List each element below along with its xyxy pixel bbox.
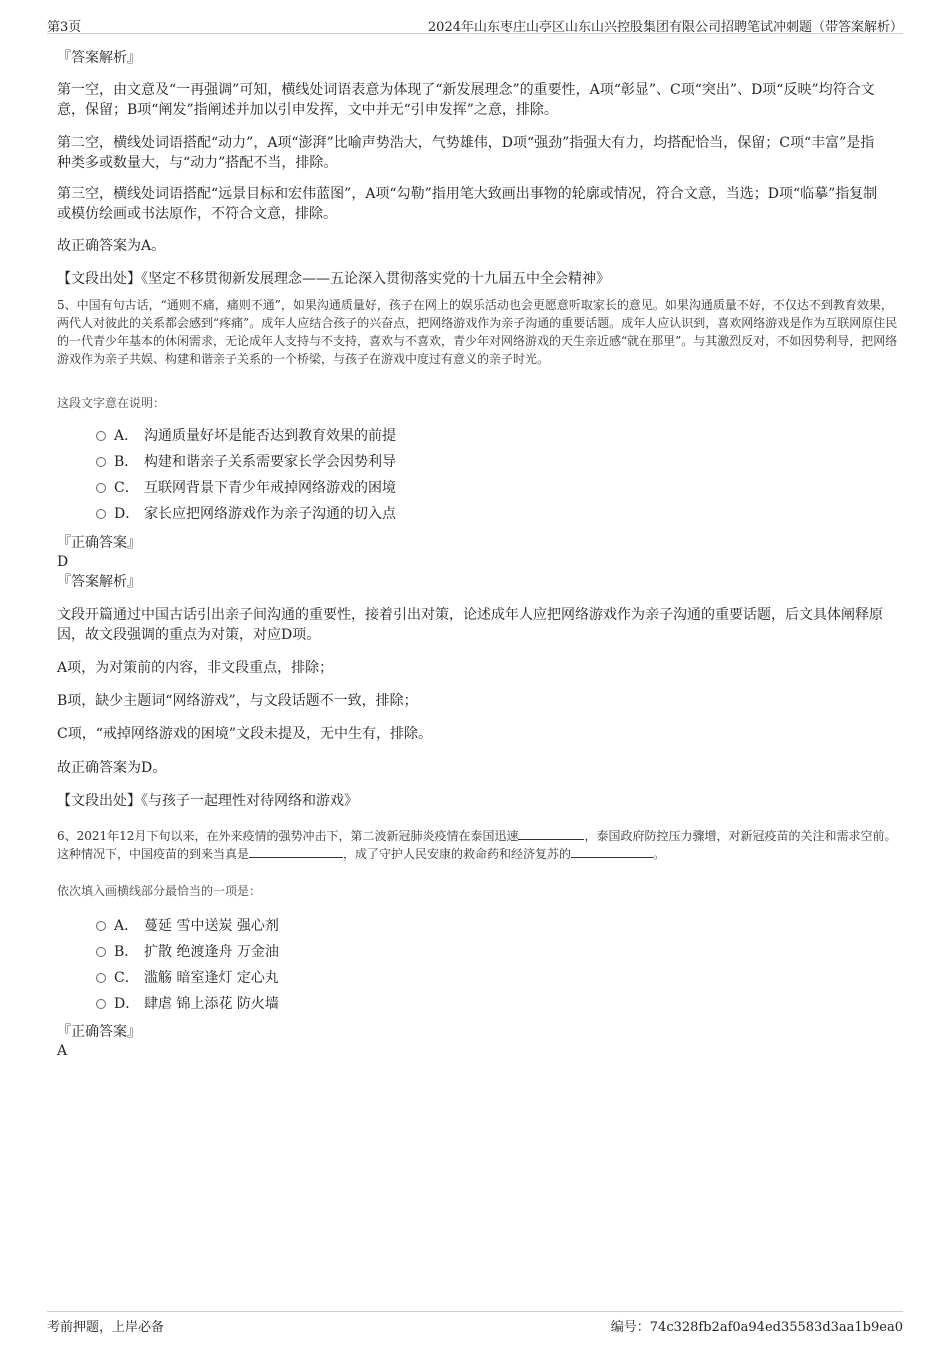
option-text: 滥觞 暗室逢灯 定心丸 <box>144 970 279 986</box>
option-text: 肆虐 锦上添花 防火墙 <box>144 996 279 1012</box>
q5-option-d[interactable] <box>96 505 396 523</box>
q5-answer: D <box>57 554 69 570</box>
q6-option-c[interactable] <box>96 969 279 987</box>
radio-icon[interactable] <box>96 457 106 467</box>
q5-analysis-paragraph: B项，缺少主题词“网络游戏”，与文段话题不一致，排除； <box>57 693 418 709</box>
q5-conclusion: 故正确答案为D。 <box>57 760 167 776</box>
q5-question-stem: 这段文字意在说明： <box>57 396 166 410</box>
radio-icon[interactable] <box>96 999 106 1009</box>
q6-text-part: ，泰国政府防控压力骤增，对新冠疫苗的关注和需求空前。这种情况下，中国疫苗的到来当真是 <box>57 829 897 861</box>
q6-answer-label: 『正确答案』 <box>57 1024 141 1040</box>
q5-analysis-paragraph: 文段开篇通过中国古话引出亲子间沟通的重要性，接着引出对策，论述成年人应把网络游戏作为亲子沟通的重要话题，后文具体阐释原因，故文段强调的重点为对策，对应D项。 <box>57 607 883 643</box>
option-letter: A． <box>114 428 139 444</box>
q5-question-text: 5、中国有句古话，“通则不痛，痛则不通”，如果沟通质量好，孩子在网上的娱乐活动也会更愿意听取家长的意见。如果沟通质量不好，不仅达不到教育效果，两代人对彼此的关系都会感到“疼痛”。成年人应结合孩子的兴奋点，把网络游戏作为亲子沟通的重要话题。成年人应认识到，喜欢网络游戏是作为互联网原住民的一代青少年基本的休闲需求，无论成年人支持与不支持，喜欢与不喜欢，青少年对网络游戏的天生亲近感“就在那里”。与其激烈反对，不如因势利导，把网络游戏作为亲子共娱、构建和谐亲子关系的一个桥梁，与孩子在游戏中度过有意义的亲子时光。 <box>57 298 898 366</box>
radio-icon[interactable] <box>96 509 106 519</box>
q6-option-b[interactable] <box>96 943 279 961</box>
q6-option-a[interactable] <box>96 917 279 935</box>
option-letter: A． <box>114 918 139 934</box>
q5-analysis-label: 『答案解析』 <box>57 574 141 590</box>
option-text: 蔓延 雪中送炭 强心剂 <box>144 918 279 934</box>
q4-analysis-label: 『答案解析』 <box>57 50 141 66</box>
page-header <box>47 14 903 34</box>
fill-blank <box>518 828 584 840</box>
option-letter: B． <box>114 944 139 960</box>
fill-blank <box>249 846 343 858</box>
q5-answer-label: 『正确答案』 <box>57 535 141 551</box>
option-letter: D． <box>114 506 140 522</box>
q4-source: 【文段出处】《坚定不移贯彻新发展理念——五论深入贯彻落实党的十九届五中全会精神》 <box>57 271 610 287</box>
q6-text-part: 。 <box>653 847 666 861</box>
q5-option-a[interactable] <box>96 427 396 445</box>
q4-conclusion: 故正确答案为A。 <box>57 238 166 254</box>
fill-blank <box>571 846 653 858</box>
q4-analysis-paragraph: 第三空，横线处词语搭配“远景目标和宏伟蓝图”，A项“勾勒”指用笔大致画出事物的轮廓或情况，符合文意，当选；D项“临摹”指复制或模仿绘画或书法原作，不符合文意，排除。 <box>57 186 878 222</box>
radio-icon[interactable] <box>96 921 106 931</box>
q6-question-stem: 依次填入画横线部分最恰当的一项是： <box>57 884 262 898</box>
option-letter: C． <box>114 970 139 986</box>
radio-icon[interactable] <box>96 973 106 983</box>
radio-icon[interactable] <box>96 947 106 957</box>
option-text: 扩散 绝渡逢舟 万金油 <box>144 944 279 960</box>
q6-option-d[interactable] <box>96 995 279 1013</box>
radio-icon[interactable] <box>96 483 106 493</box>
q5-analysis-paragraph: A项，为对策前的内容，非文段重点，排除； <box>57 660 334 676</box>
q5-analysis-paragraph: C项，“戒掉网络游戏的困境”文段未提及，无中生有，排除。 <box>57 726 433 742</box>
q6-text-part: ，成了守护人民安康的救命药和经济复苏的 <box>343 847 572 861</box>
q5-option-c[interactable] <box>96 479 396 497</box>
option-text: 构建和谐亲子关系需要家长学会因势利导 <box>144 454 396 470</box>
footer-slogan: 考前押题，上岸必备 <box>47 1320 165 1335</box>
option-letter: B． <box>114 454 139 470</box>
q5-source: 【文段出处】《与孩子一起理性对待网络和游戏》 <box>57 793 358 809</box>
option-letter: C． <box>114 480 139 496</box>
q6-text-part: 6、2021年12月下旬以来，在外来疫情的强势冲击下，第二波新冠肺炎疫情在泰国迅速 <box>57 829 519 843</box>
option-text: 家长应把网络游戏作为亲子沟通的切入点 <box>144 506 396 522</box>
q4-analysis-paragraph: 第二空，横线处词语搭配“动力”，A项“澎湃”比喻声势浩大，气势雄伟，D项“强劲”指强大有力，均搭配恰当，保留；C项“丰富”是指种类多或数量大，与“动力”搭配不当，排除。 <box>57 135 875 171</box>
q6-answer: A <box>57 1043 68 1059</box>
document-title: 2024年山东枣庄山亭区山东山兴控股集团有限公司招聘笔试冲刺题（带答案解析） <box>427 20 903 35</box>
option-text: 沟通质量好坏是能否达到教育效果的前提 <box>144 428 396 444</box>
q6-question-text <box>57 827 899 863</box>
page-number: 第3页 <box>47 20 82 35</box>
option-letter: D． <box>114 996 140 1012</box>
q5-option-b[interactable] <box>96 453 396 471</box>
q4-analysis-paragraph: 第一空，由文意及“一再强调”可知，横线处词语表意为体现了“新发展理念”的重要性，A项“彰显”、C项“突出”、D项“反映”均符合文意，保留；B项“阐发”指阐述并加以引申发挥，文中并无“引申发挥”之意，排除。 <box>57 82 875 118</box>
radio-icon[interactable] <box>96 431 106 441</box>
page-footer <box>47 1311 903 1335</box>
document-id: 编号：74c328fb2af0a94ed35583d3aa1b9ea0 <box>610 1320 903 1335</box>
option-text: 互联网背景下青少年戒掉网络游戏的困境 <box>144 480 396 496</box>
